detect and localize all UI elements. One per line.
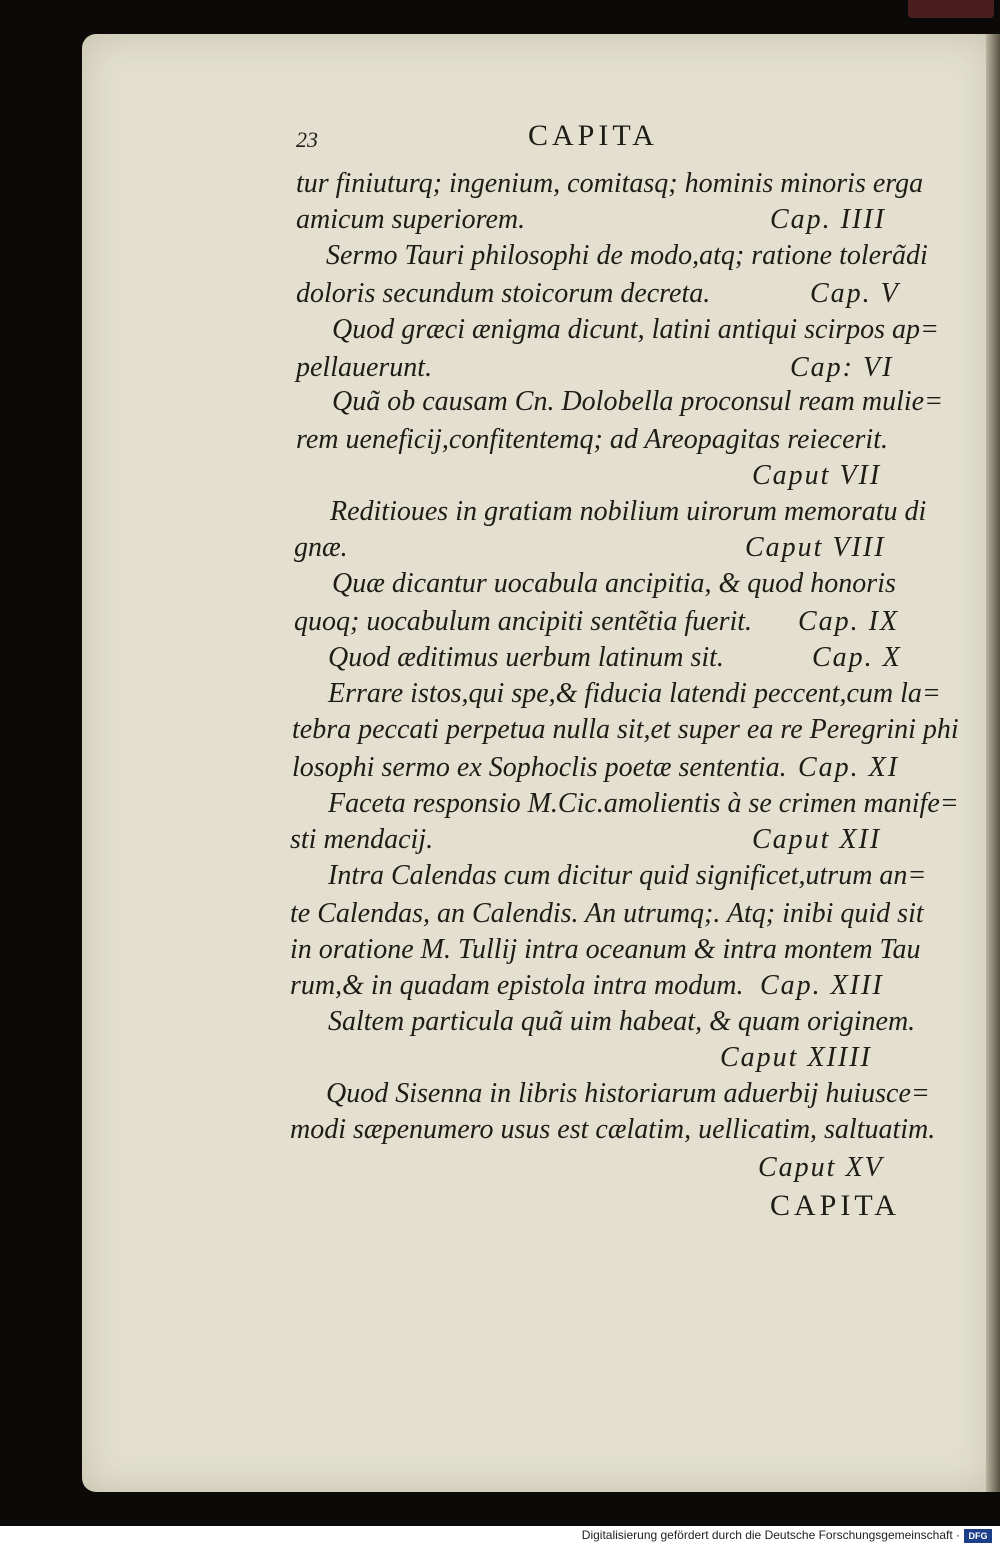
page-number: 23	[296, 127, 318, 152]
text-line: rum,& in quadam epistola intra modum.	[290, 970, 744, 1001]
footer-credit: Digitalisierung gefördert durch die Deutsche Forschungsgemeinschaft ·	[581, 1528, 960, 1542]
text-line: in oratione M. Tullij intra oceanum & intra montem Tau	[290, 934, 921, 965]
dfg-logo-icon: DFG	[964, 1529, 992, 1543]
text-line: gnæ.	[294, 532, 348, 563]
text-line: losophi sermo ex Sophoclis poetæ sententia.	[292, 752, 787, 783]
text-line: quoq; uocabulum ancipiti sentẽtia fuerit.	[294, 606, 753, 637]
page-edge	[986, 34, 1000, 1492]
chapter-number: Cap. XI	[798, 752, 900, 783]
chapter-number: Caput XV	[758, 1152, 884, 1183]
text-line: Sermo Tauri philosophi de modo,atq; ratione tolerãdi	[326, 240, 928, 271]
chapter-number: Cap. XIII	[760, 970, 884, 1001]
chapter-number: Caput XII	[752, 824, 882, 855]
text-line: doloris secundum stoicorum decreta.	[296, 278, 711, 309]
text-line: modi sæpenumero usus est cælatim, uellicatim, saltuatim.	[290, 1114, 936, 1145]
text-line: Intra Calendas cum dicitur quid significet,utrum an=	[328, 860, 927, 891]
text-line: Quod græci ænigma dicunt, latini antiqui scirpos ap=	[332, 314, 939, 345]
text-line: Quæ dicantur uocabula ancipitia, & quod honoris	[332, 568, 896, 599]
running-header: CAPITA	[528, 119, 658, 152]
text-line: te Calendas, an Calendis. An utrumq;. Atq; inibi quid sit	[290, 898, 924, 929]
text-line: Quã ob causam Cn. Dolobella proconsul ream mulie=	[332, 386, 943, 417]
chapter-number: Cap: VI	[790, 352, 894, 383]
text-line: Quod æditimus uerbum latinum sit.	[328, 642, 724, 673]
text-line: rem ueneficij,confitentemq; ad Areopagitas reiecerit.	[296, 424, 888, 455]
chapter-number: Cap. IIII	[770, 204, 886, 235]
text-line: sti mendacij.	[290, 824, 434, 855]
chapter-number: Cap. X	[812, 642, 902, 673]
text-line: Quod Sisenna in libris historiarum aduerbij huiusce=	[326, 1078, 930, 1109]
text-line: Reditioues in gratiam nobilium uirorum memoratu di	[330, 496, 927, 527]
text-line: Faceta responsio M.Cic.amolientis à se crimen manife=	[328, 788, 959, 819]
book-edge-tab	[908, 0, 994, 18]
text-line: tebra peccati perpetua nulla sit,et super ea re Peregrini phi	[292, 714, 959, 745]
text-line: Saltem particula quã uim habeat, & quam originem.	[328, 1006, 916, 1037]
chapter-number: Caput VIII	[745, 532, 886, 563]
text-line: tur finiuturq; ingenium, comitasq; hominis minoris erga	[296, 168, 924, 199]
text-line: amicum superiorem.	[296, 204, 526, 235]
chapter-number: Cap. IX	[798, 606, 900, 637]
chapter-number: Caput VII	[752, 460, 882, 491]
text-line: Errare istos,qui spe,& fiducia latendi peccent,cum la=	[328, 678, 941, 709]
catchword: CAPITA	[770, 1189, 900, 1222]
text-line: pellauerunt.	[296, 352, 433, 383]
chapter-number: Caput XIIII	[720, 1042, 872, 1073]
chapter-number: Cap. V	[810, 278, 900, 309]
